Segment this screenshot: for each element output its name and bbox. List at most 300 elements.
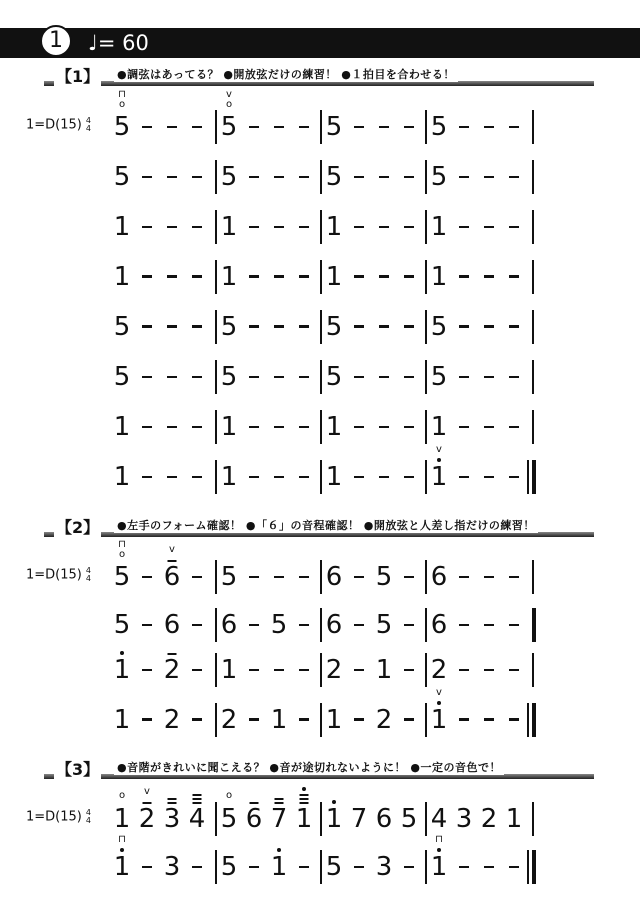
sustain-dash [354, 426, 364, 428]
sustain-dash [249, 325, 259, 328]
up-bow-mark: v [436, 444, 442, 455]
sustain-dash [142, 275, 152, 278]
barline [215, 160, 217, 194]
sustain-dash [354, 376, 364, 378]
sustain-dash [459, 576, 469, 578]
notation-row [0, 407, 640, 447]
note: 6 [163, 562, 181, 592]
sustain-dash [354, 718, 364, 721]
note-overline [168, 560, 177, 562]
barline [320, 560, 322, 594]
sustain-dash [142, 576, 152, 578]
note-overline [300, 802, 309, 804]
down-bow-mark: ⊓ [118, 834, 126, 845]
sustain-dash [192, 325, 202, 328]
up-bow-mark: v [436, 687, 442, 698]
sustain-dash [484, 226, 494, 228]
note: 5 [220, 362, 238, 392]
open-string-mark: o [118, 99, 126, 110]
sustain-dash [299, 325, 309, 328]
ts-top: 4 [85, 116, 91, 125]
note: 5 [113, 362, 131, 392]
barline [532, 160, 534, 194]
note-overline [193, 794, 202, 796]
note: 1 [375, 655, 393, 685]
section-label: 【2】 [54, 515, 101, 538]
note: 3 [455, 804, 473, 834]
sustain-dash [354, 624, 364, 626]
sustain-dash [459, 376, 469, 378]
tempo-marking: ♩= 60 [88, 31, 149, 55]
barline [320, 160, 322, 194]
sustain-dash [484, 176, 494, 178]
sustain-dash [509, 624, 519, 626]
sustain-dash [404, 718, 414, 721]
note: 5 [220, 112, 238, 142]
key-text: 1=D(15) [26, 117, 82, 133]
note: 1 [430, 705, 448, 735]
notation-row [0, 687, 640, 740]
sustain-dash [299, 866, 309, 868]
note: 5 [113, 562, 131, 592]
sustain-dash [484, 576, 494, 578]
sustain-dash [404, 325, 414, 328]
note-overline [168, 798, 177, 800]
notation-row [0, 444, 640, 497]
sustain-dash [299, 576, 309, 578]
sustain-dash [299, 126, 309, 128]
sustain-dash [274, 576, 284, 578]
barline [425, 260, 427, 294]
up-bow-mark: v [169, 544, 175, 555]
sustain-dash [299, 226, 309, 228]
open-string-mark: o [225, 790, 233, 801]
sustain-dash [509, 866, 519, 868]
sustain-dash [142, 226, 152, 228]
sustain-dash [274, 426, 284, 428]
octave-dot [437, 458, 441, 462]
barline [425, 160, 427, 194]
sustain-dash [142, 624, 152, 626]
barline [425, 703, 427, 737]
barline [425, 653, 427, 687]
barline [425, 410, 427, 444]
sustain-dash [274, 226, 284, 228]
note: 5 [113, 112, 131, 142]
sustain-dash [509, 226, 519, 228]
sustain-dash [192, 126, 202, 128]
barline [215, 310, 217, 344]
barline [320, 310, 322, 344]
note: 2 [325, 655, 343, 685]
ts-top: 4 [85, 808, 91, 817]
sustain-dash [379, 476, 389, 478]
sustain-dash [192, 176, 202, 178]
barline [215, 360, 217, 394]
section-header-3 [44, 761, 594, 779]
note: 1 [270, 852, 288, 882]
up-bow-mark: v [144, 786, 150, 797]
note: 1 [505, 804, 523, 834]
note: 6 [375, 804, 393, 834]
sustain-dash [459, 624, 469, 626]
sustain-dash [459, 126, 469, 128]
piece-number-badge [40, 25, 72, 57]
sustain-dash [509, 576, 519, 578]
note: 1 [220, 655, 238, 685]
open-string-mark: o [118, 790, 126, 801]
sustain-dash [249, 718, 259, 721]
barline [527, 460, 529, 494]
sustain-dash [354, 275, 364, 278]
sustain-dash [354, 226, 364, 228]
barline [425, 310, 427, 344]
sustain-dash [484, 325, 494, 328]
ts-bottom: 4 [85, 816, 91, 825]
sustain-dash [354, 866, 364, 868]
barline [532, 410, 534, 444]
note: 5 [430, 312, 448, 342]
sustain-dash [299, 275, 309, 278]
note: 5 [113, 610, 131, 640]
notation-row [0, 257, 640, 297]
sustain-dash [459, 669, 469, 671]
sustain-dash [404, 576, 414, 578]
note: 1 [325, 462, 343, 492]
barline [425, 560, 427, 594]
note: 1 [295, 804, 313, 834]
note: 1 [220, 212, 238, 242]
barline [425, 110, 427, 144]
barline [320, 410, 322, 444]
note: 3 [375, 852, 393, 882]
sustain-dash [192, 866, 202, 868]
note: 1 [220, 462, 238, 492]
sustain-dash [142, 176, 152, 178]
note: 6 [430, 610, 448, 640]
note: 1 [325, 804, 343, 834]
barline [215, 703, 217, 737]
note: 5 [270, 610, 288, 640]
note: 6 [325, 610, 343, 640]
sustain-dash [379, 126, 389, 128]
sustain-dash [192, 476, 202, 478]
note: 1 [270, 705, 288, 735]
sustain-dash [299, 476, 309, 478]
barline [320, 210, 322, 244]
barline [320, 360, 322, 394]
sustain-dash [142, 866, 152, 868]
sustain-dash [192, 624, 202, 626]
note: 4 [188, 804, 206, 834]
note: 6 [220, 610, 238, 640]
sustain-dash [404, 275, 414, 278]
sustain-dash [484, 275, 494, 278]
barline [532, 310, 534, 344]
barline [527, 703, 529, 737]
barline [320, 460, 322, 494]
sustain-dash [299, 669, 309, 671]
note: 5 [430, 362, 448, 392]
note: 2 [430, 655, 448, 685]
note: 5 [325, 852, 343, 882]
sustain-dash [509, 669, 519, 671]
sustain-dash [404, 476, 414, 478]
barline [215, 410, 217, 444]
down-bow-mark: ⊓ [118, 539, 126, 550]
barline [215, 110, 217, 144]
note: 1 [325, 212, 343, 242]
barline [320, 260, 322, 294]
octave-dot [277, 848, 281, 852]
sustain-dash [379, 426, 389, 428]
notation-row [0, 539, 640, 597]
octave-dot [302, 787, 306, 791]
sustain-dash [379, 176, 389, 178]
sustain-dash [459, 226, 469, 228]
sustain-dash [404, 624, 414, 626]
sustain-dash [354, 669, 364, 671]
sustain-dash [404, 126, 414, 128]
section-label: 【1】 [54, 64, 101, 87]
sustain-dash [249, 275, 259, 278]
sustain-dash [484, 426, 494, 428]
key-text: 1=D(15) [26, 809, 82, 825]
note: 5 [430, 112, 448, 142]
sustain-dash [404, 426, 414, 428]
sustain-dash [354, 176, 364, 178]
note-overline [300, 798, 309, 800]
note: 5 [220, 312, 238, 342]
sustain-dash [509, 275, 519, 278]
note: 5 [113, 312, 131, 342]
barline [215, 653, 217, 687]
sustain-dash [192, 376, 202, 378]
barline [532, 210, 534, 244]
note: 1 [430, 262, 448, 292]
final-barline [532, 703, 536, 737]
barline [532, 802, 534, 836]
note: 5 [325, 362, 343, 392]
barline [425, 802, 427, 836]
barline [215, 608, 217, 642]
note: 1 [113, 705, 131, 735]
sustain-dash [167, 476, 177, 478]
barline [215, 850, 217, 884]
barline [215, 460, 217, 494]
note: 1 [220, 412, 238, 442]
sustain-dash [354, 126, 364, 128]
barline [215, 560, 217, 594]
sustain-dash [484, 866, 494, 868]
notation-row [0, 157, 640, 197]
note: 6 [325, 562, 343, 592]
note: 2 [220, 705, 238, 735]
section-header-1 [44, 68, 594, 86]
section-label: 【3】 [54, 757, 101, 780]
note-overline [275, 802, 284, 804]
sustain-dash [142, 376, 152, 378]
note: 3 [163, 804, 181, 834]
sustain-dash [249, 176, 259, 178]
sustain-dash [379, 275, 389, 278]
note: 5 [220, 562, 238, 592]
barline [425, 850, 427, 884]
note: 2 [163, 655, 181, 685]
note: 5 [375, 562, 393, 592]
final-barline [532, 460, 536, 494]
note-overline [168, 653, 177, 655]
key-text: 1=D(15) [26, 567, 82, 583]
ts-top: 4 [85, 566, 91, 575]
sustain-dash [484, 669, 494, 671]
sustain-dash [379, 226, 389, 228]
sustain-dash [167, 426, 177, 428]
note: 1 [430, 462, 448, 492]
barline [215, 210, 217, 244]
barline [320, 110, 322, 144]
sustain-dash [459, 176, 469, 178]
sustain-dash [404, 866, 414, 868]
sustain-dash [459, 275, 469, 278]
notation-row [0, 834, 640, 887]
sustain-dash [379, 325, 389, 328]
sustain-dash [142, 325, 152, 328]
notation-row [0, 89, 640, 147]
section-description: ●左手のフォーム確認！ ●「６」の音程確認！ ●開放弦と人差し指だけの練習！ [114, 517, 538, 533]
sustain-dash [354, 476, 364, 478]
note: 5 [325, 112, 343, 142]
sustain-dash [459, 476, 469, 478]
barline [425, 460, 427, 494]
note: 1 [430, 852, 448, 882]
sustain-dash [484, 126, 494, 128]
note: 1 [325, 412, 343, 442]
note: 5 [113, 162, 131, 192]
sustain-dash [299, 718, 309, 721]
note: 1 [220, 262, 238, 292]
note: 1 [430, 212, 448, 242]
sustain-dash [509, 176, 519, 178]
octave-dot [332, 800, 336, 804]
barline [320, 802, 322, 836]
sustain-dash [299, 176, 309, 178]
open-string-mark: o [225, 99, 233, 110]
notation-row [0, 650, 640, 690]
barline [532, 653, 534, 687]
sustain-dash [509, 476, 519, 478]
barline [425, 360, 427, 394]
down-bow-mark: ⊓ [118, 89, 126, 100]
sustain-dash [192, 718, 202, 721]
sustain-dash [404, 669, 414, 671]
sustain-dash [404, 176, 414, 178]
sustain-dash [299, 376, 309, 378]
sustain-dash [509, 126, 519, 128]
note: 5 [220, 852, 238, 882]
sustain-dash [354, 325, 364, 328]
sustain-dash [274, 275, 284, 278]
note: 5 [220, 162, 238, 192]
final-barline [532, 850, 536, 884]
barline [532, 608, 536, 642]
sustain-dash [192, 275, 202, 278]
sustain-dash [249, 426, 259, 428]
sustain-dash [274, 325, 284, 328]
barline [532, 560, 534, 594]
barline [215, 802, 217, 836]
note: 5 [220, 804, 238, 834]
note: 1 [113, 462, 131, 492]
notation-row [0, 307, 640, 347]
note: 7 [350, 804, 368, 834]
sustain-dash [274, 476, 284, 478]
note: 6 [430, 562, 448, 592]
section-description: ●音階がきれいに聞こえる？ ●音が途切れないように！ ●一定の音色で！ [114, 759, 504, 775]
sustain-dash [192, 226, 202, 228]
sustain-dash [167, 325, 177, 328]
note: 6 [163, 610, 181, 640]
sustain-dash [192, 426, 202, 428]
sustain-dash [192, 576, 202, 578]
note: 1 [113, 655, 131, 685]
sustain-dash [299, 426, 309, 428]
section-description: ●調弦はあってる？ ●開放弦だけの練習！ ●１拍目を合わせる！ [114, 66, 458, 82]
note: 5 [325, 162, 343, 192]
sustain-dash [299, 624, 309, 626]
piece-number: 1 [49, 28, 63, 53]
barline [527, 850, 529, 884]
sustain-dash [509, 426, 519, 428]
note: 7 [270, 804, 288, 834]
sustain-dash [509, 376, 519, 378]
note-overline [250, 802, 259, 804]
sustain-dash [484, 376, 494, 378]
barline [532, 360, 534, 394]
note: 2 [138, 804, 156, 834]
sustain-dash [484, 476, 494, 478]
note: 4 [430, 804, 448, 834]
sustain-dash [142, 669, 152, 671]
sustain-dash [249, 226, 259, 228]
sustain-dash [142, 126, 152, 128]
barline [320, 608, 322, 642]
down-bow-mark: ⊓ [435, 834, 443, 845]
sustain-dash [354, 576, 364, 578]
octave-dot [437, 848, 441, 852]
note: 6 [245, 804, 263, 834]
notation-row [0, 207, 640, 247]
barline [320, 850, 322, 884]
sustain-dash [249, 669, 259, 671]
note-overline [168, 802, 177, 804]
note: 2 [163, 705, 181, 735]
note: 3 [163, 852, 181, 882]
notation-row [0, 357, 640, 397]
note: 1 [113, 212, 131, 242]
note: 2 [375, 705, 393, 735]
sustain-dash [167, 376, 177, 378]
note: 1 [325, 705, 343, 735]
sustain-dash [459, 426, 469, 428]
note-overline [275, 798, 284, 800]
octave-dot [437, 701, 441, 705]
barline [320, 703, 322, 737]
sustain-dash [142, 476, 152, 478]
sustain-dash [142, 718, 152, 721]
sustain-dash [167, 226, 177, 228]
sustain-dash [167, 126, 177, 128]
